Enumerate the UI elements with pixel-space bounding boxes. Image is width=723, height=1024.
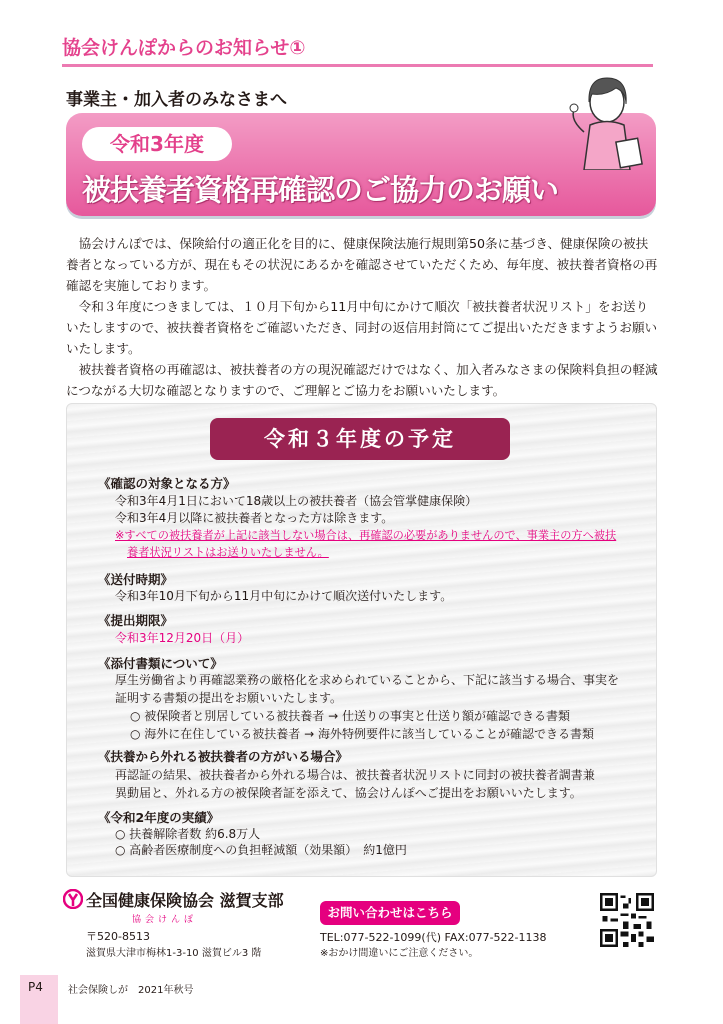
sending-heading: 《送付時期》 <box>98 572 174 587</box>
contact-badge: お問い合わせはこちら <box>320 901 460 925</box>
intro-paragraph: 令和３年度につきましては、１０月下旬から11月中旬にかけて順次「被扶養者状況リスト」をお送りいたしますので、被扶養者資格をご確認いただき、同封の返信用封筒にてご提出いただきますようお願いいたします。 <box>66 299 658 356</box>
intro-text <box>66 233 658 401</box>
footer-organization: 全国健康保険協会 滋賀支部 <box>86 891 284 910</box>
target-line: 令和3年4月以降に被扶養者となった方は除きます。 <box>115 511 394 525</box>
attachments-line: 厚生労働省より再確認業務の厳格化を求められていることから、下記に該当する場合、事実を <box>115 673 620 687</box>
intro-paragraph: 協会けんぽでは、保険給付の適正化を目的に、健康保険法施行規則第50条に基づき、健康保険の被扶養者となっている方が、現在もその状況にあるかを確認させていただくため、毎年度、被扶養者資格の再確認を実施しております。 <box>66 236 658 293</box>
removal-line: 再認証の結果、被扶養者から外れる場合は、被扶養者状況リストに同封の被扶養者調書兼 <box>115 768 595 782</box>
attachments-line: 証明する書類の提出をお願いいたします。 <box>115 691 343 705</box>
schedule-title: 令和３年度の予定 <box>210 418 510 460</box>
removal-heading: 《扶養から外れる被扶養者の方がいる場合》 <box>98 749 349 764</box>
footer-kana: 協会けんぽ <box>132 915 198 925</box>
sending-line: 令和3年10月下旬から11月中旬にかけて順次送付いたします。 <box>115 589 453 603</box>
target-note: 養者状況リストはお送りいたしません。 <box>127 546 329 559</box>
target-line: 令和3年4月1日において18歳以上の被扶養者（協会管掌健康保険） <box>115 494 478 508</box>
deadline-heading: 《提出期限》 <box>98 613 174 628</box>
results-heading: 《令和2年度の実績》 <box>98 810 220 825</box>
banner-year-tag: 令和3年度 <box>82 127 232 161</box>
banner-title: 被扶養者資格再確認のご協力のお願い <box>82 173 559 207</box>
audience-heading: 事業主・加入者のみなさまへ <box>66 90 287 110</box>
woman-illustration-icon <box>560 70 655 170</box>
target-heading: 《確認の対象となる方》 <box>98 476 236 491</box>
qr-code-icon[interactable] <box>600 893 654 947</box>
footer-address: 滋賀県大津市梅林1-3-10 滋賀ビル3 階 <box>86 948 262 959</box>
header-divider <box>62 64 653 67</box>
page-number: P4 <box>28 980 43 994</box>
contact-note: ※おかけ間違いにご注意ください。 <box>320 948 479 959</box>
header-title: 協会けんぽからのお知らせ① <box>62 37 306 59</box>
results-item: ○ 高齢者医療制度への負担軽減額（効果額） 約1億円 <box>115 843 407 857</box>
attachments-item: ○ 海外に在住している被扶養者 → 海外特例要件に該当していることが確認できる書類 <box>130 727 594 741</box>
attachments-item: ○ 被保険者と別居している被扶養者 → 仕送りの事実と仕送り額が確認できる書類 <box>130 709 570 723</box>
results-item: ○ 扶養解除者数 約6.8万人 <box>115 827 261 841</box>
kyokai-kenpo-logo-icon <box>63 889 83 909</box>
footer-postal: 〒520-8513 <box>86 930 150 943</box>
deadline-date: 令和3年12月20日（月） <box>115 631 250 645</box>
contact-phone-fax: TEL:077-522-1099(代) FAX:077-522-1138 <box>320 931 547 944</box>
target-note: ※すべての被扶養者が上記に該当しない場合は、再確認の必要がありませんので、事業主の方へ被扶 <box>115 529 617 542</box>
attachments-heading: 《添付書類について》 <box>98 656 223 671</box>
magazine-issue: 社会保険しが 2021年秋号 <box>68 985 194 996</box>
removal-line: 異動届と、外れる方の被保険者証を添えて、協会けんぽへご提出をお願いいたします。 <box>115 786 582 800</box>
intro-paragraph: 被扶養者資格の再確認は、被扶養者の方の現況確認だけではなく、加入者みなさまの保険料負担の軽減につながる大切な確認となりますので、ご理解とご協力をお願いいたします。 <box>66 362 658 398</box>
